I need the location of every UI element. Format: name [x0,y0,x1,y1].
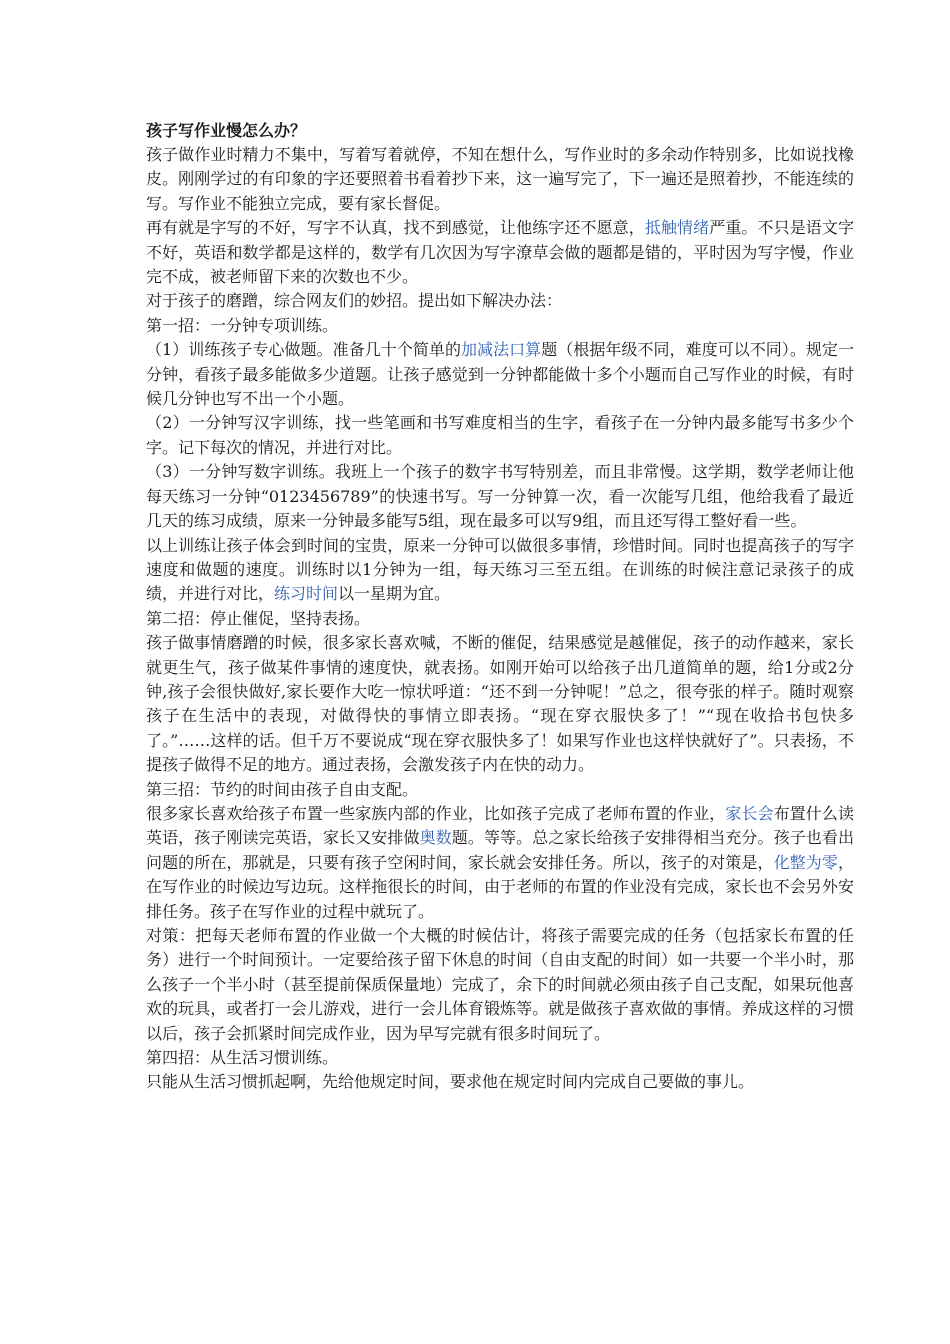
text-segment: 再有就是字写的不好，写字不认真，找不到感觉，让他练字还不愿意， [146,218,645,238]
text-segment: 题。等等。总之家长给孩子安排得相当充分。孩子也看出问题的所在，那就是，只要有孩子空闲时间，家长就会安排任务。所以，孩子的对策是， [146,828,854,872]
document-title: 孩子写作业慢怎么办？ [146,121,307,140]
link-arithmetic[interactable]: 加减法口算 [461,340,542,360]
link-parent-meeting[interactable]: 家长会 [725,803,774,823]
paragraph-handwriting [146,216,854,289]
paragraph-intro: 孩子做作业时精力不集中，写着写着就停，不知在想什么，写作业时的多余动作特别多，比如说找橡皮。刚刚学过的有印象的字还要照着书看着抄下来，这一遍写完了，下一遍还是照着抄，不能连续的写。写作业不能独立完成，要有家长督促。 [146,145,854,213]
link-olympiad-math[interactable]: 奥数 [419,828,452,848]
paragraph-tip1-item1 [146,338,854,411]
link-practice-time[interactable]: 练习时间 [274,584,339,604]
link-break-into-parts[interactable]: 化整为零 [773,852,838,872]
paragraph-solutions-intro: 对于孩子的磨蹭，综合网友们的妙招。提出如下解决办法： [146,291,563,311]
text-segment: 布置什么读英语，孩子刚读完英语，家长又安排做 [146,803,854,848]
text-segment: （1）训练孩子专心做题。准备几十个简单的 [146,340,461,360]
paragraph-tip3-strategy: 对策：把每天老师布置的作业做一个大概的时候估计，将孩子需要完成的任务（包括家长布置的任务）进行一个时间预计。一定要给孩子留下休息的时间（自由支配的时间）如一共要一个半小时，那么孩子一个半小时（甚至提前保质保量地）完成了，余下的时间就必须由孩子自己支配，如果玩他喜欢的玩具，或者打一会儿游戏，进行一会儿体育锻炼等。就是做孩子喜欢做的事情。养成这样的习惯以后，孩子会抓紧时间完成作业，因为早写完就有很多时间玩了。 [146,926,854,1043]
paragraph-tip4: 只能从生活习惯抓起啊，先给他规定时间，要求他在规定时间内完成自己要做的事儿。 [146,1072,755,1092]
tip-heading-1: 第一招：一分钟专项训练。 [146,315,339,335]
tip-heading-2: 第二招：停止催促，坚持表扬。 [146,608,371,628]
text-segment: 题（根据年级不同，难度可以不同）。规定一分钟，看孩子最多能做多少道题。让孩子感觉到一分钟都能做十多个小题而自己写作业的时候，有时候几分钟也写不出一个小题。 [146,340,854,409]
paragraph-tip1-summary [146,534,854,607]
text-segment: ，在写作业的时候边写边玩。这样拖很长的时间，由于老师的布置的作业没有完成，家长也不会另外安排任务。孩子在写作业的过程中就玩了。 [146,852,854,921]
paragraph-tip1-item3: （3）一分钟写数字训练。我班上一个孩子的数字书写特别差，而且非常慢。这学期，数学老师让他每天练习一分钟“0123456789”的快速书写。写一分钟算一次，看一次能写几组，他给我看了最近几天的练习成绩，原来一分钟最多能写5组，现在最多可以写9组，而且还写得工整好看一些。 [146,462,854,531]
text-segment: 以一星期为宜。 [338,584,451,604]
tip-heading-3: 第三招：节约的时间由孩子自由支配。 [146,779,419,799]
tip-heading-4: 第四招：从生活习惯训练。 [146,1048,339,1068]
paragraph-tip1-item2: （2）一分钟写汉字训练，找一些笔画和书写难度相当的生字，看孩子在一分钟内最多能写书多少个字。记下每次的情况，并进行对比。 [146,413,854,457]
text-segment: 严重。不只是语文字不好，英语和数学都是这样的，数学有几次因为写字潦草会做的题都是错的，平时因为写字慢，作业完不成，被老师留下来的次数也不少。 [146,218,854,287]
paragraph-tip3 [146,802,854,924]
text-segment: 很多家长喜欢给孩子布置一些家族内部的作业，比如孩子完成了老师布置的作业， [146,803,726,823]
paragraph-tip2: 孩子做事情磨蹭的时候，很多家长喜欢喊，不断的催促，结果感觉是越催促，孩子的动作越来，家长就更生气，孩子做某件事情的速度快，就表扬。如刚开始可以给孩子出几道简单的题，给1分或2分钟,孩子会很快做好,家长要作大吃一惊状呼道：“还不到一分钟呢！”总之，很夸张的样子。随时观察孩子在生活中的表现，对做得快的事情立即表扬。“现在穿衣服快多了！”“现在收拾书包快多了。”……这样的话。但千万不要说成“现在穿衣服快多了！如果写作业也这样快就好了”。只表扬，不提孩子做得不足的地方。通过表扬，会激发孩子内在快的动力。 [146,633,854,775]
link-resistance-emotion[interactable]: 抵触情绪 [644,218,710,238]
text-segment: 以上训练让孩子体会到时间的宝贵，原来一分钟可以做很多事情，珍惜时间。同时也提高孩子的写字速度和做题的速度。训练时以1分钟为一组，每天练习三至五组。在训练的时候注意记录孩子的成绩，并进行对比， [146,535,854,604]
